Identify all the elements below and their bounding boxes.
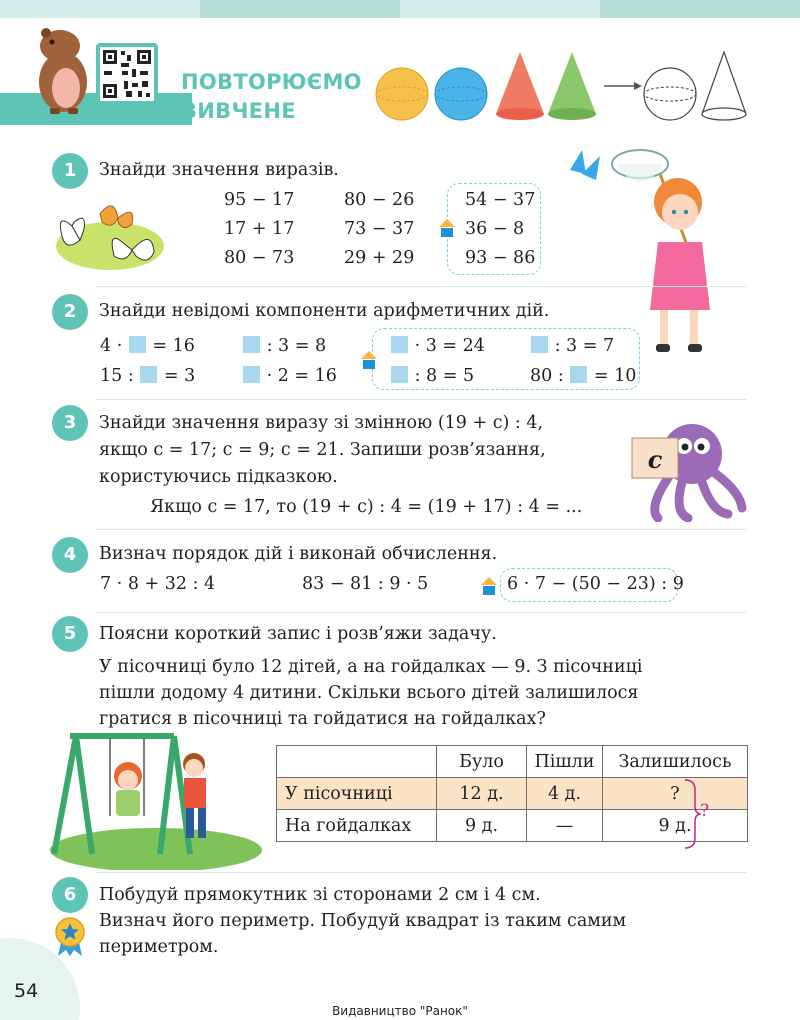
table-cell: —: [527, 810, 603, 842]
equation: [242, 366, 337, 386]
task-number-badge: 4: [52, 537, 88, 573]
expression: 54 − 37: [465, 190, 536, 210]
expression: 83 − 81 : 9 · 5: [302, 574, 429, 594]
expression: 73 − 37: [344, 219, 415, 239]
table-header-cell: Пішли: [527, 746, 603, 778]
table-row: [277, 778, 748, 810]
task-instruction: периметром.: [99, 937, 219, 957]
equation-right: = 16: [146, 336, 195, 356]
swing-playground-illustration: [48, 728, 264, 870]
task-instruction: Знайди невідомі компоненти арифметичних дій.: [99, 301, 550, 321]
expression: 17 + 17: [224, 219, 295, 239]
equation: [242, 336, 326, 356]
equation-right: · 2 = 16: [261, 366, 337, 386]
section-separator: [96, 529, 746, 530]
unknown-box: [391, 336, 408, 353]
title-line-1: ПОВТОРЮЄМО: [181, 70, 362, 94]
unknown-box: [531, 336, 548, 353]
equation: [530, 366, 636, 386]
publisher-footer: Видавництво "Ранок": [332, 1004, 468, 1018]
table-cell: 9 д.: [437, 810, 527, 842]
unknown-box: [243, 366, 260, 383]
unknown-box: [391, 366, 408, 383]
task-number-badge: 1: [52, 153, 88, 189]
task-instruction: користуючись підказкою.: [99, 467, 338, 487]
equation-left: 80 :: [530, 366, 570, 386]
expression: 6 · 7 − (50 − 23) : 9: [507, 574, 684, 594]
table-header-cell: Залишилось: [603, 746, 748, 778]
section-separator: [96, 612, 746, 613]
qr-code-icon[interactable]: [96, 43, 158, 105]
table-cell: 12 д.: [437, 778, 527, 810]
equation-right: : 8 = 5: [409, 366, 475, 386]
equation-right: = 3: [158, 366, 196, 386]
section-separator: [96, 286, 746, 287]
equation: [100, 366, 195, 386]
table-cell: На гойдалках: [277, 810, 437, 842]
task-instruction: Поясни короткий запис і розв’яжи задачу.: [99, 624, 497, 644]
table-cell: ?: [603, 778, 748, 810]
task-instruction: Визнач його периметр. Побудуй квадрат із таким самим: [99, 911, 627, 931]
equation-right: · 3 = 24: [409, 336, 485, 356]
table-header-cell: Було: [437, 746, 527, 778]
equation: [390, 366, 474, 386]
equation-left: 15 :: [100, 366, 140, 386]
equation: [530, 336, 614, 356]
butterflies-illustration: [52, 190, 164, 272]
equation-right: : 3 = 8: [261, 336, 327, 356]
section-separator: [96, 399, 746, 400]
task-instruction: якщо c = 17; c = 9; c = 21. Запиши розв’язання,: [99, 440, 546, 460]
problem-text: У пісочниці було 12 дітей, а на гойдалках — 9. З пісочниці: [99, 657, 643, 677]
expression: 29 + 29: [344, 248, 415, 268]
expression: 7 · 8 + 32 : 4: [100, 574, 216, 594]
equation: [390, 336, 485, 356]
task-number-badge: 2: [52, 294, 88, 330]
title-line-2: ВИВЧЕНЕ: [181, 99, 296, 123]
unknown-box: [129, 336, 146, 353]
house-difficulty-icon: [360, 350, 378, 370]
capybara-mascot-illustration: [30, 24, 96, 116]
equation-left: 4 ·: [100, 336, 128, 356]
table-header-row: [277, 746, 748, 778]
variable-card-letter: c: [647, 445, 663, 474]
section-separator: [96, 872, 746, 873]
task-instruction: Знайди значення виразів.: [99, 160, 339, 180]
unknown-box: [140, 366, 157, 383]
table-cell: 4 д.: [527, 778, 603, 810]
task-number-badge: 5: [52, 616, 88, 652]
expression: 93 − 86: [465, 248, 536, 268]
problem-text: пішли додому 4 дитини. Скільки всього дітей залишилося: [99, 683, 639, 703]
equation-right: : 3 = 7: [549, 336, 615, 356]
unknown-box: [570, 366, 587, 383]
brace-question-mark: ?: [700, 801, 710, 821]
table-cell: У пісочниці: [277, 778, 437, 810]
equation: [100, 336, 195, 356]
house-difficulty-icon: [438, 218, 456, 238]
table-row: [277, 810, 748, 842]
unknown-box: [243, 336, 260, 353]
geometric-solids-illustration: [372, 46, 758, 122]
page-number: 54: [14, 980, 39, 1002]
expression: 80 − 26: [344, 190, 415, 210]
task-instruction: Побудуй прямокутник зі сторонами 2 см і 4 см.: [99, 885, 541, 905]
expression: 95 − 17: [224, 190, 295, 210]
table-cell: 9 д.: [603, 810, 748, 842]
equation-right: = 10: [588, 366, 637, 386]
medal-icon: [54, 916, 86, 958]
task-instruction: Знайди значення виразу зі змінною (19 + c) : 4,: [99, 413, 544, 433]
problem-text: гратися в пісочниці та гойдатися на гойдалках?: [99, 709, 546, 729]
hint-expression: Якщо c = 17, то (19 + c) : 4 = (19 + 17) : 4 = ...: [150, 497, 583, 517]
task-number-badge: 3: [52, 405, 88, 441]
house-difficulty-icon: [480, 576, 498, 596]
short-record-table: [276, 745, 748, 842]
top-color-strip: [0, 0, 800, 18]
expression: 80 − 73: [224, 248, 295, 268]
task-instruction: Визнач порядок дій і виконай обчислення.: [99, 544, 498, 564]
task-number-badge: 6: [52, 877, 88, 913]
section-title: [181, 68, 362, 126]
girl-with-net-illustration: [560, 140, 760, 360]
table-header-cell: [277, 746, 437, 778]
expression: 36 − 8: [465, 219, 525, 239]
